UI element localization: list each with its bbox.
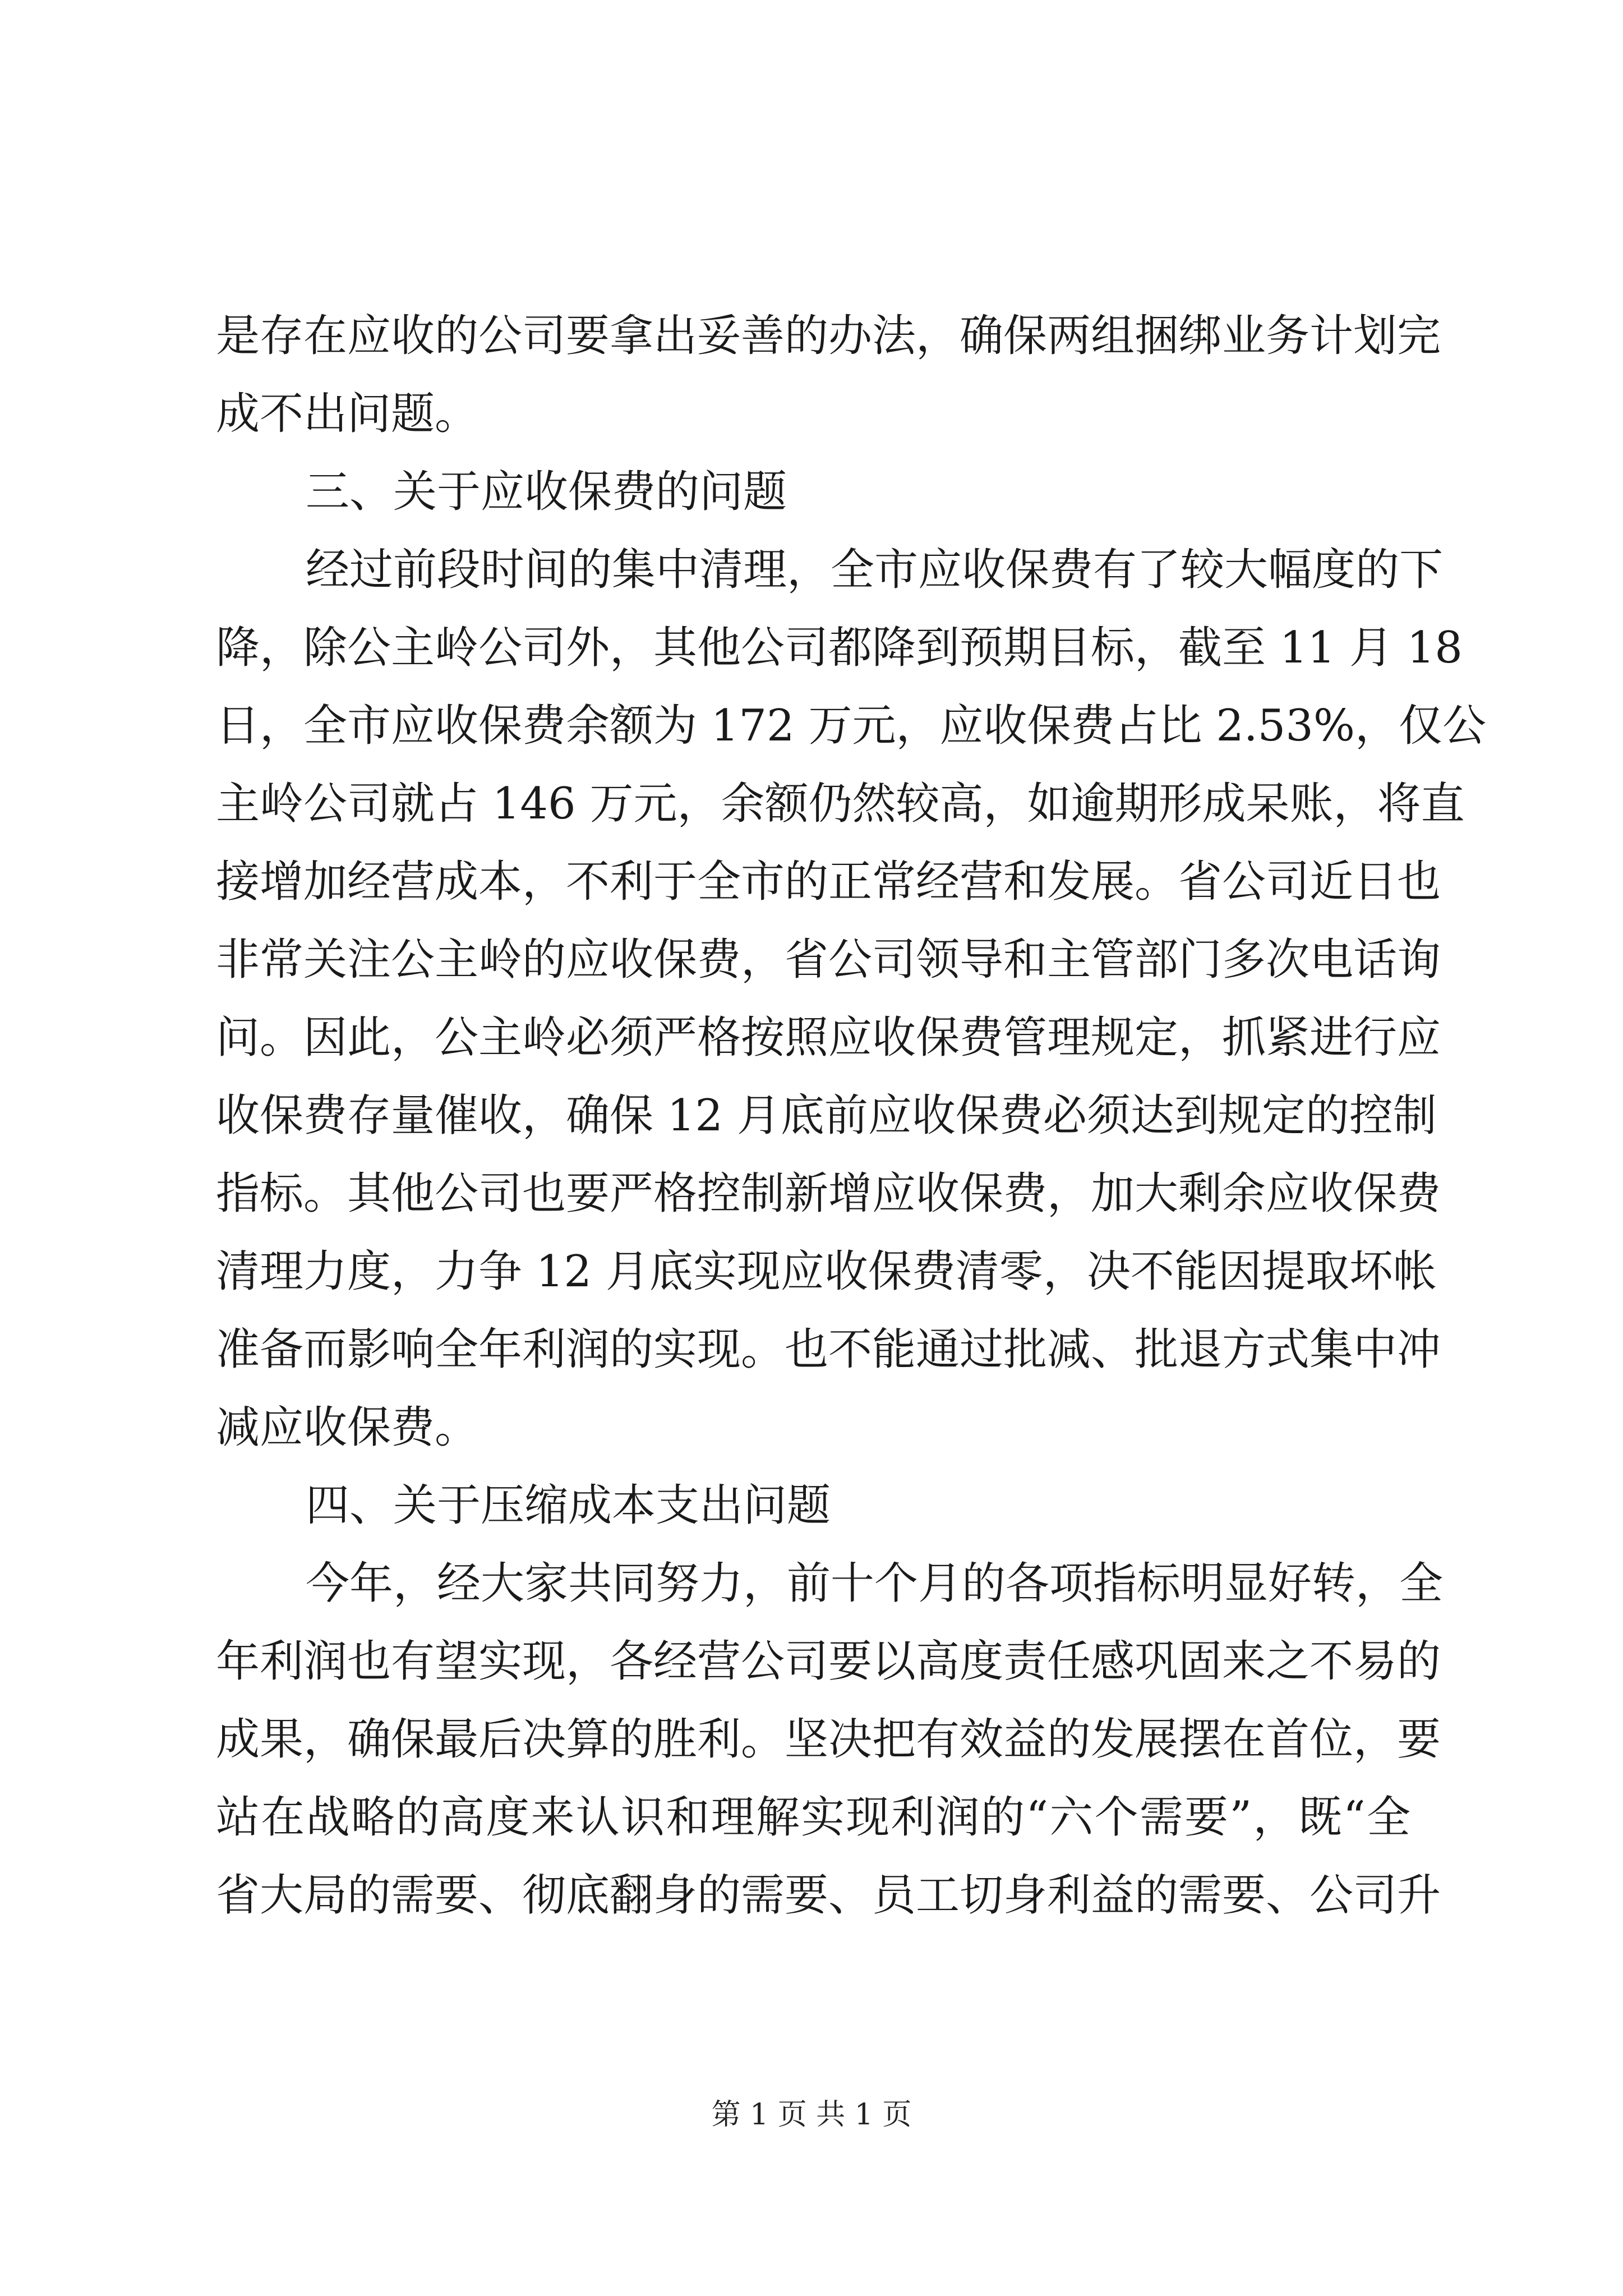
- text-line: 主岭公司就占 146 万元，余额仍然较高，如逾期形成呆账，将直: [216, 779, 1465, 829]
- text-line: 问。因此，公主岭必须严格按照应收保费管理规定，抓紧进行应: [216, 1013, 1441, 1063]
- section-heading: 三、关于应收保费的问题: [306, 467, 787, 517]
- text-line: 收保费存量催收，确保 12 月底前应收保费必须达到规定的控制: [216, 1091, 1437, 1141]
- text-line: 减应收保费。: [216, 1402, 479, 1453]
- document-body: [216, 297, 1487, 1935]
- text-line: 今年，经大家共同努力，前十个月的各项指标明显好转，全: [306, 1558, 1444, 1609]
- text-line: 指标。其他公司也要严格控制新增应收保费，加大剩余应收保费: [216, 1168, 1441, 1219]
- text-line: 日，全市应收保费余额为 172 万元，应收保费占比 2.53%，仅公: [216, 701, 1487, 751]
- text-line: 成不出问题。: [216, 389, 479, 439]
- text-line: 是存在应收的公司要拿出妥善的办法，确保两组捆绑业务计划完: [216, 311, 1441, 361]
- text-line: 站在战略的高度来认识和理解实现利润的“六个需要”，既“全: [216, 1792, 1410, 1843]
- page-footer: 第 1 页 共 1 页: [711, 2098, 912, 2132]
- text-line: 准备而影响全年利润的实现。也不能通过批减、批退方式集中冲: [216, 1324, 1441, 1375]
- text-line: 降，除公主岭公司外，其他公司都降到预期目标，截至 11 月 18: [216, 623, 1463, 673]
- text-line: 非常关注公主岭的应收保费，省公司领导和主管部门多次电话询: [216, 935, 1441, 985]
- text-line: 接增加经营成本，不利于全市的正常经营和发展。省公司近日也: [216, 857, 1441, 907]
- text-line: 省大局的需要、彻底翻身的需要、员工切身利益的需要、公司升: [216, 1870, 1441, 1921]
- text-line: 成果，确保最后决算的胜利。坚决把有效益的发展摆在首位，要: [216, 1714, 1441, 1765]
- text-line: 年利润也有望实现，各经营公司要以高度责任感巩固来之不易的: [216, 1636, 1441, 1687]
- section-heading: 四、关于压缩成本支出问题: [306, 1480, 831, 1531]
- text-line: 清理力度，力争 12 月底实现应收保费清零，决不能因提取坏帐: [216, 1246, 1437, 1297]
- text-line: 经过前段时间的集中清理，全市应收保费有了较大幅度的下: [306, 545, 1444, 595]
